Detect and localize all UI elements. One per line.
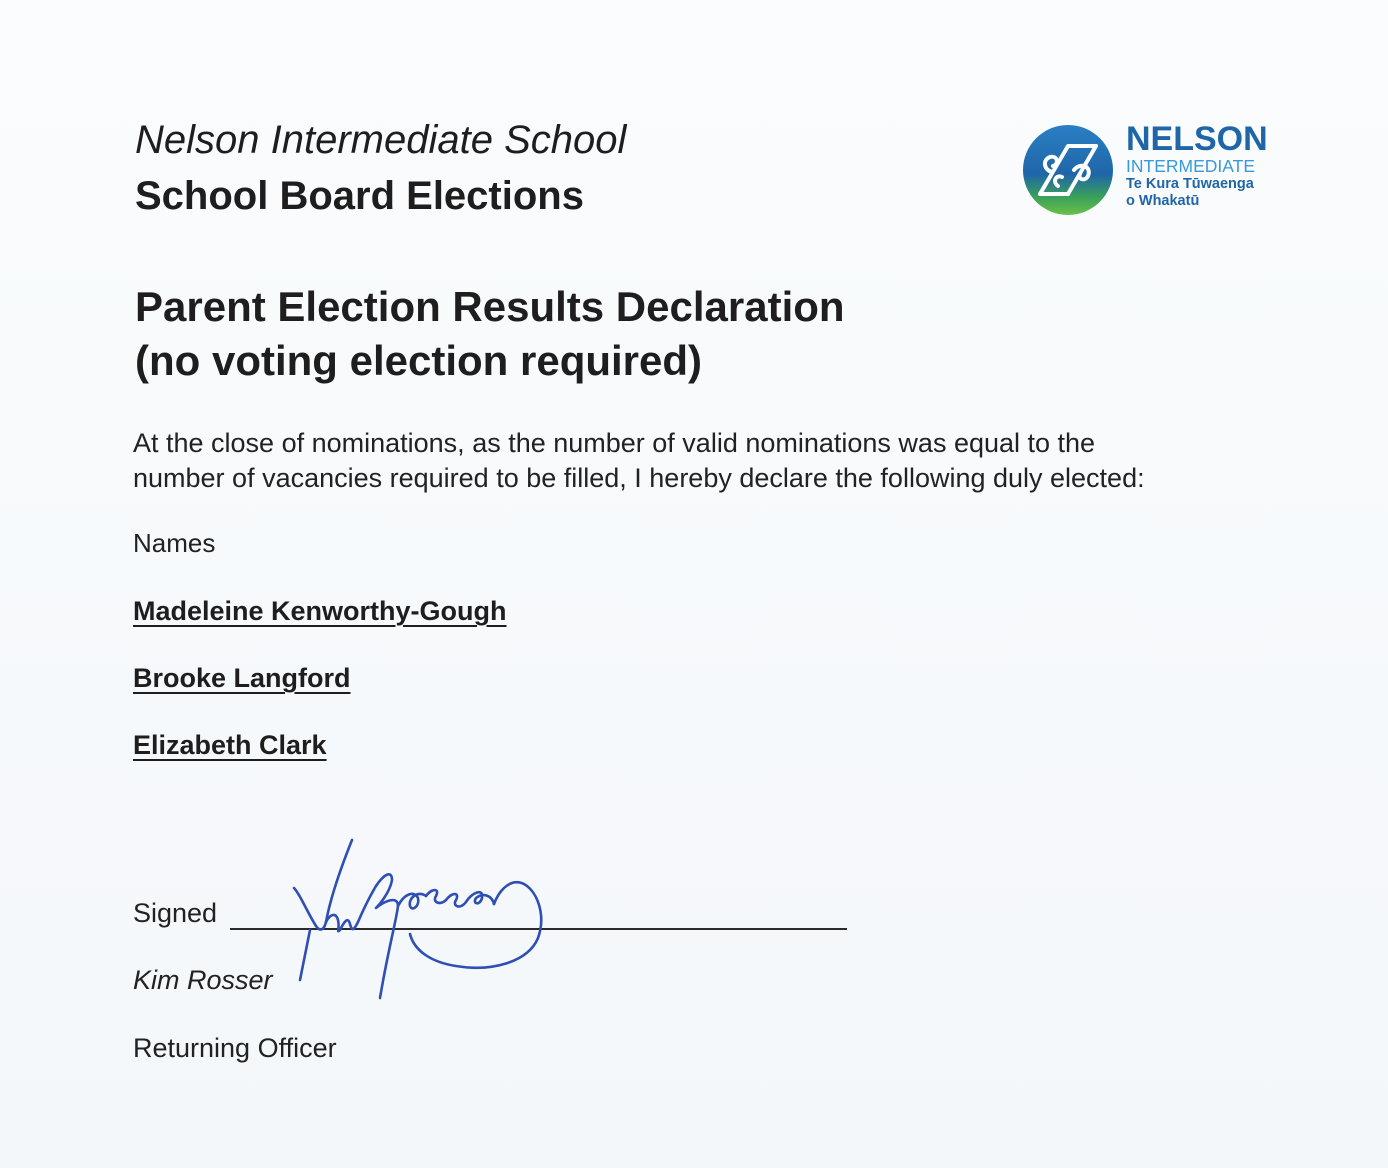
elected-name: Brooke Langford — [133, 663, 351, 693]
elected-name: Madeleine Kenworthy-Gough — [133, 596, 507, 626]
school-logo — [1022, 122, 1272, 222]
logo-wordmark — [1126, 122, 1276, 210]
school-emblem-icon — [1022, 124, 1114, 216]
names-label: Names — [133, 528, 216, 558]
declaration-title-line1: Parent Election Results Declaration — [135, 283, 845, 330]
handwritten-signature — [280, 830, 580, 1005]
declaration-intro-line1: At the close of nominations, as the number of valid nominations was equal to the — [133, 428, 1096, 458]
logo-intermediate-text: INTERMEDIATE — [1126, 156, 1255, 176]
logo-nelson-text: NELSON — [1126, 120, 1268, 158]
board-title: School Board Elections — [135, 174, 584, 218]
logo-maori-name-line1: Te Kura Tūwaenga — [1126, 176, 1254, 192]
elected-name: Elizabeth Clark — [133, 730, 327, 760]
signed-label: Signed — [133, 898, 218, 928]
officer-role: Returning Officer — [133, 1033, 337, 1063]
officer-name: Kim Rosser — [133, 965, 273, 995]
declaration-intro — [133, 426, 1263, 496]
declaration-intro-line2: number of vacancies required to be filled, I hereby declare the following duly elected: — [133, 463, 1145, 493]
logo-maori-name-line2: o Whakatū — [1126, 193, 1200, 209]
declaration-title — [135, 280, 845, 388]
declaration-title-line2: (no voting election required) — [135, 337, 703, 384]
school-name: Nelson Intermediate School — [135, 118, 627, 162]
